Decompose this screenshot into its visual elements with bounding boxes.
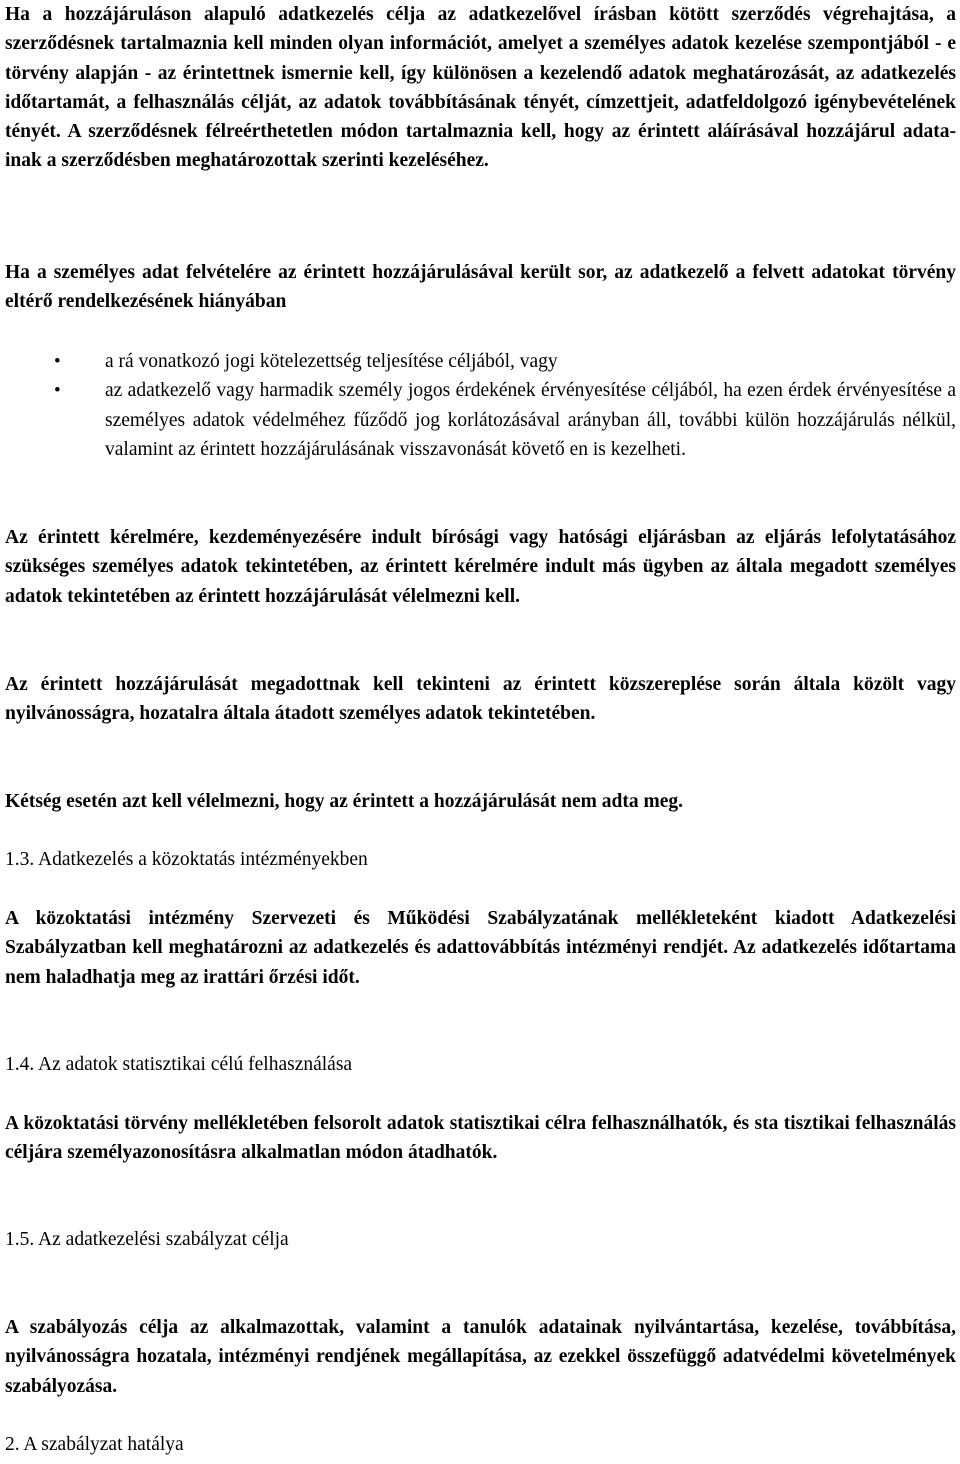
bullet-icon: • xyxy=(54,351,61,372)
section-heading-2: 2. A szabályzat hatálya xyxy=(5,1434,184,1455)
paragraph-institution-rules: A közoktatási intézmény Szervezeti és Működési Szabályzatának mellékleteként kiadott Adatkezelési Szabályzatban kell meghatározni az adatkezelés és adattovábbítás intézményi rendjét. Az adatkezelés időtartama nem haladhatja meg az irattári őrzési időt. xyxy=(5,908,956,988)
bullet-list xyxy=(5,347,956,464)
section-heading-1-3: 1.3. Adatkezelés a közoktatás intézményekben xyxy=(5,849,368,870)
paragraph-policy-purpose: A szabályozás célja az alkalmazottak, valamint a tanulók adatainak nyilvántartása, kezelése, továbbítása, nyilvánosságra hozatala, intézményi rendjének megállapítása, az ezekkel összefüggő adatvédelmi követelmények szabályozása. xyxy=(5,1317,956,1397)
paragraph-statistics: A közoktatási törvény mellékletében felsorolt adatok statisztikai célra felhasználhatók, és sta tisztikai felhasználás céljára személyazonosításra alkalmatlan módon átadhatók. xyxy=(5,1113,956,1164)
paragraph-data-collection: Ha a személyes adat felvételére az érintett hozzájárulásával került sor, az adatkezelő a felvett adatokat törvény eltérő rendelkezésének hiányában xyxy=(5,262,956,313)
paragraph-contract-consent: Ha a hozzájáruláson alapuló adatkezelés célja az adatkezelővel írásban kötött szerződés végrehajtása, a szerződésnek tartalmaznia kell minden olyan információt, amelyet a személyes adatok kezelése szempontjából - e törvény alapján - az érintettnek ismernie kell, így különösen a kezelendő adatok meghatározását, az adatkezelés időtartamát, a felhasználás célját, az adatok továbbításának tényét, címzettjeit, adatfeldolgozó igénybevételének tényét. A szerződésnek félreérthetetlen módon tartalmaznia kell, hogy az érintett aláírásával hozzájárul adata- inak a szerződésben meghatározottak szerinti kezeléséhez. xyxy=(5,4,956,172)
list-item-text: a rá vonatkozó jogi kötelezettség teljesítése céljából, vagy xyxy=(105,351,558,372)
list-item xyxy=(5,347,956,376)
list-item xyxy=(5,376,956,464)
paragraph-public-appearance: Az érintett hozzájárulását megadottnak kell tekinteni az érintett közszereplése során általa közölt vagy nyilvánosságra, hozatalra általa átadott személyes adatok tekintetében. xyxy=(5,674,956,725)
paragraph-request-procedure: Az érintett kérelmére, kezdeményezésére indult bírósági vagy hatósági eljárásban az eljárás lefolytatásához szükséges személyes adatok tekintetében, az érintett kérelmére indult más ügyben az általa megadott személyes adatok tekintetében az érintett hozzájárulását vélelmezni kell. xyxy=(5,527,956,607)
section-heading-1-5: 1.5. Az adatkezelési szabályzat célja xyxy=(5,1229,289,1250)
bullet-icon: • xyxy=(54,380,61,402)
section-heading-1-4: 1.4. Az adatok statisztikai célú felhasználása xyxy=(5,1054,353,1075)
paragraph-doubt: Kétség esetén azt kell vélelmezni, hogy az érintett a hozzájárulását nem adta meg. xyxy=(5,791,683,812)
list-item-text: az adatkezelő vagy harmadik személy jogos érdekének érvényesítése céljából, ha ezen érdek érvényesítése a személyes adatok védelméhez fűződő jog korlátozásával arányban áll, további külön hozzájárulás nélkül, valamint az érintett hozzájárulásának visszavonását követő en is kezelheti. xyxy=(105,380,956,460)
